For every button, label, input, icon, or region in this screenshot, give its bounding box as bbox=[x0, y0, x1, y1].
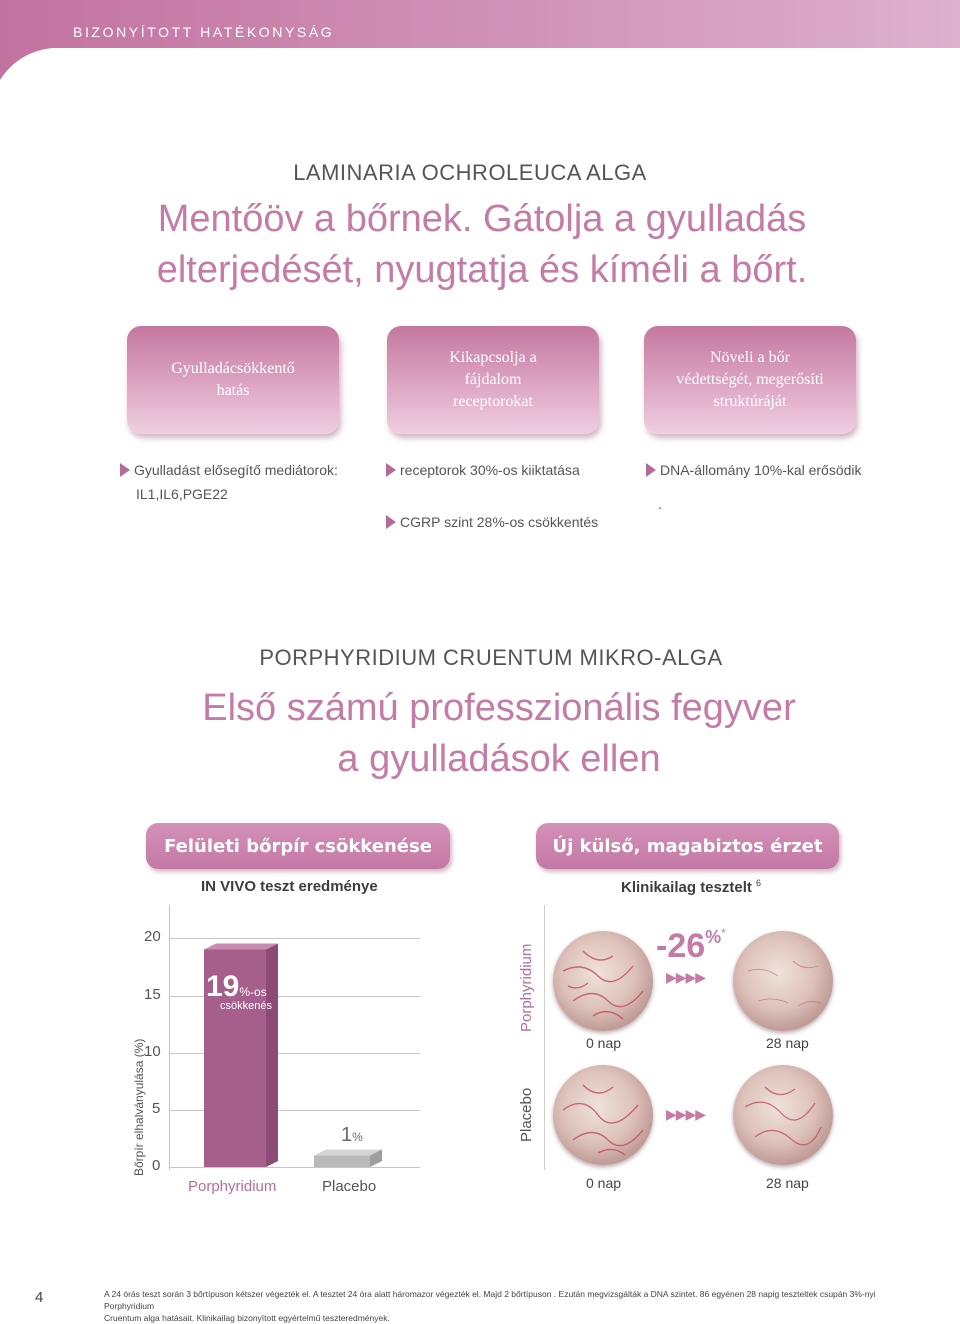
y-tick-20: 20 bbox=[144, 928, 161, 945]
bullet-receptors: receptorok 30%-os kiiktatása bbox=[386, 462, 580, 478]
skin-image-placebo-day0 bbox=[553, 1065, 653, 1165]
feature-box-skin-protection: Növeli a bőr védettségét, megerősíti struktúráját bbox=[644, 326, 856, 434]
bar-porphyridium-top bbox=[204, 943, 278, 949]
y-tick-10: 10 bbox=[144, 1043, 161, 1060]
y-axis-label: Bőrpír elhalványulása (%) bbox=[132, 1038, 146, 1176]
bullet-mediators: Gyulladást elősegítő mediátorok: bbox=[120, 462, 338, 478]
skin-image-porph-day28 bbox=[733, 931, 833, 1031]
pill-new-look: Új külső, magabiztos érzet bbox=[536, 823, 839, 869]
day28-label-top: 28 nap bbox=[766, 1035, 809, 1051]
header-band bbox=[0, 0, 960, 80]
x-label-placebo: Placebo bbox=[322, 1178, 377, 1195]
porphyridium-headline-1: Első számú professzionális fegyver bbox=[202, 687, 796, 729]
row-label-placebo: Placebo bbox=[518, 1087, 535, 1142]
feature-box-anti-inflammatory: Gyulladácsökkentő hatás bbox=[127, 326, 339, 434]
row-label-porphyridium: Porphyridium bbox=[518, 943, 535, 1032]
laminaria-kicker: LAMINARIA OCHROLEUCA ALGA bbox=[293, 160, 647, 185]
y-tick-5: 5 bbox=[152, 1100, 161, 1117]
triangle-bullet-icon bbox=[120, 463, 130, 477]
placebo-value-label: 1% bbox=[341, 1124, 363, 1146]
y-tick-15: 15 bbox=[144, 986, 161, 1003]
bars-svg bbox=[120, 900, 420, 1200]
clinical-subtitle: Klinikailag tesztelt $^6$ bbox=[621, 878, 762, 896]
bullet-mediators-list: IL1,IL6,PGE22 bbox=[136, 486, 228, 502]
section-label: BIZONYÍTOTT HATÉKONYSÁG bbox=[73, 24, 335, 40]
porph-text-label: csökkenés bbox=[220, 1000, 272, 1012]
pill-redness-reduction: Felületi bőrpír csökkenése bbox=[146, 823, 450, 869]
x-label-porphyridium: Porphyridium bbox=[188, 1178, 277, 1195]
y-tick-0: 0 bbox=[152, 1157, 161, 1174]
laminaria-headline-2: elterjedését, nyugtatja és kíméli a bőrt. bbox=[156, 249, 808, 291]
before-after-panel bbox=[480, 895, 960, 1205]
triangle-bullet-icon bbox=[386, 515, 396, 529]
porphyridium-kicker: PORPHYRIDIUM CRUENTUM MIKRO-ALGA bbox=[259, 645, 723, 670]
arrows-icon-bottom: ▶▶▶▶ bbox=[666, 1106, 706, 1122]
arrows-icon-top: ▶▶▶▶ bbox=[666, 969, 706, 985]
skin-image-placebo-day28 bbox=[733, 1065, 833, 1165]
bar-porphyridium-side bbox=[266, 943, 278, 1167]
bar-placebo bbox=[314, 1156, 370, 1167]
bullet-dot: . bbox=[658, 496, 662, 512]
bullet-cgrp: CGRP szint 28%-os csökkentés bbox=[386, 514, 598, 530]
triangle-bullet-icon bbox=[386, 463, 396, 477]
bullet-dna: DNA-állomány 10%-kal erősödik bbox=[646, 462, 862, 478]
in-vivo-subtitle: IN VIVO teszt eredménye bbox=[201, 878, 378, 895]
feature-box-pain-receptors: Kikapcsolja a fájdalom receptorokat bbox=[387, 326, 599, 434]
reduction-label: -26%* bbox=[656, 926, 726, 965]
day28-label-bottom: 28 nap bbox=[766, 1175, 809, 1191]
laminaria-headline-1: Mentőöv a bőrnek. Gátolja a gyulladás bbox=[157, 198, 807, 240]
triangle-bullet-icon bbox=[646, 463, 656, 477]
page-number: 4 bbox=[35, 1289, 44, 1306]
porph-value-label: 19%-os bbox=[206, 970, 267, 1003]
skin-image-porph-day0 bbox=[553, 931, 653, 1031]
porphyridium-headline-2: a gyulladások ellen bbox=[337, 738, 661, 780]
day0-label-top: 0 nap bbox=[586, 1035, 622, 1051]
divider-line bbox=[544, 905, 545, 1170]
redness-chart bbox=[120, 900, 420, 1210]
day0-label-bottom: 0 nap bbox=[586, 1175, 622, 1191]
footnote: A 24 órás teszt során 3 bőrtípuson kétszer végezték el. A tesztet 24 óra alatt háromazor végezték el. Majd 2 bőrtípuson . Ezután megvizsgálták a DNA szintet. 86 egyénen 28 napig teszteltek csupán 3%-nyi Porphyridium Cruentum alga hatásait. Klinikailag bizonyított egyértelmű teszteredmények. bbox=[104, 1289, 876, 1323]
